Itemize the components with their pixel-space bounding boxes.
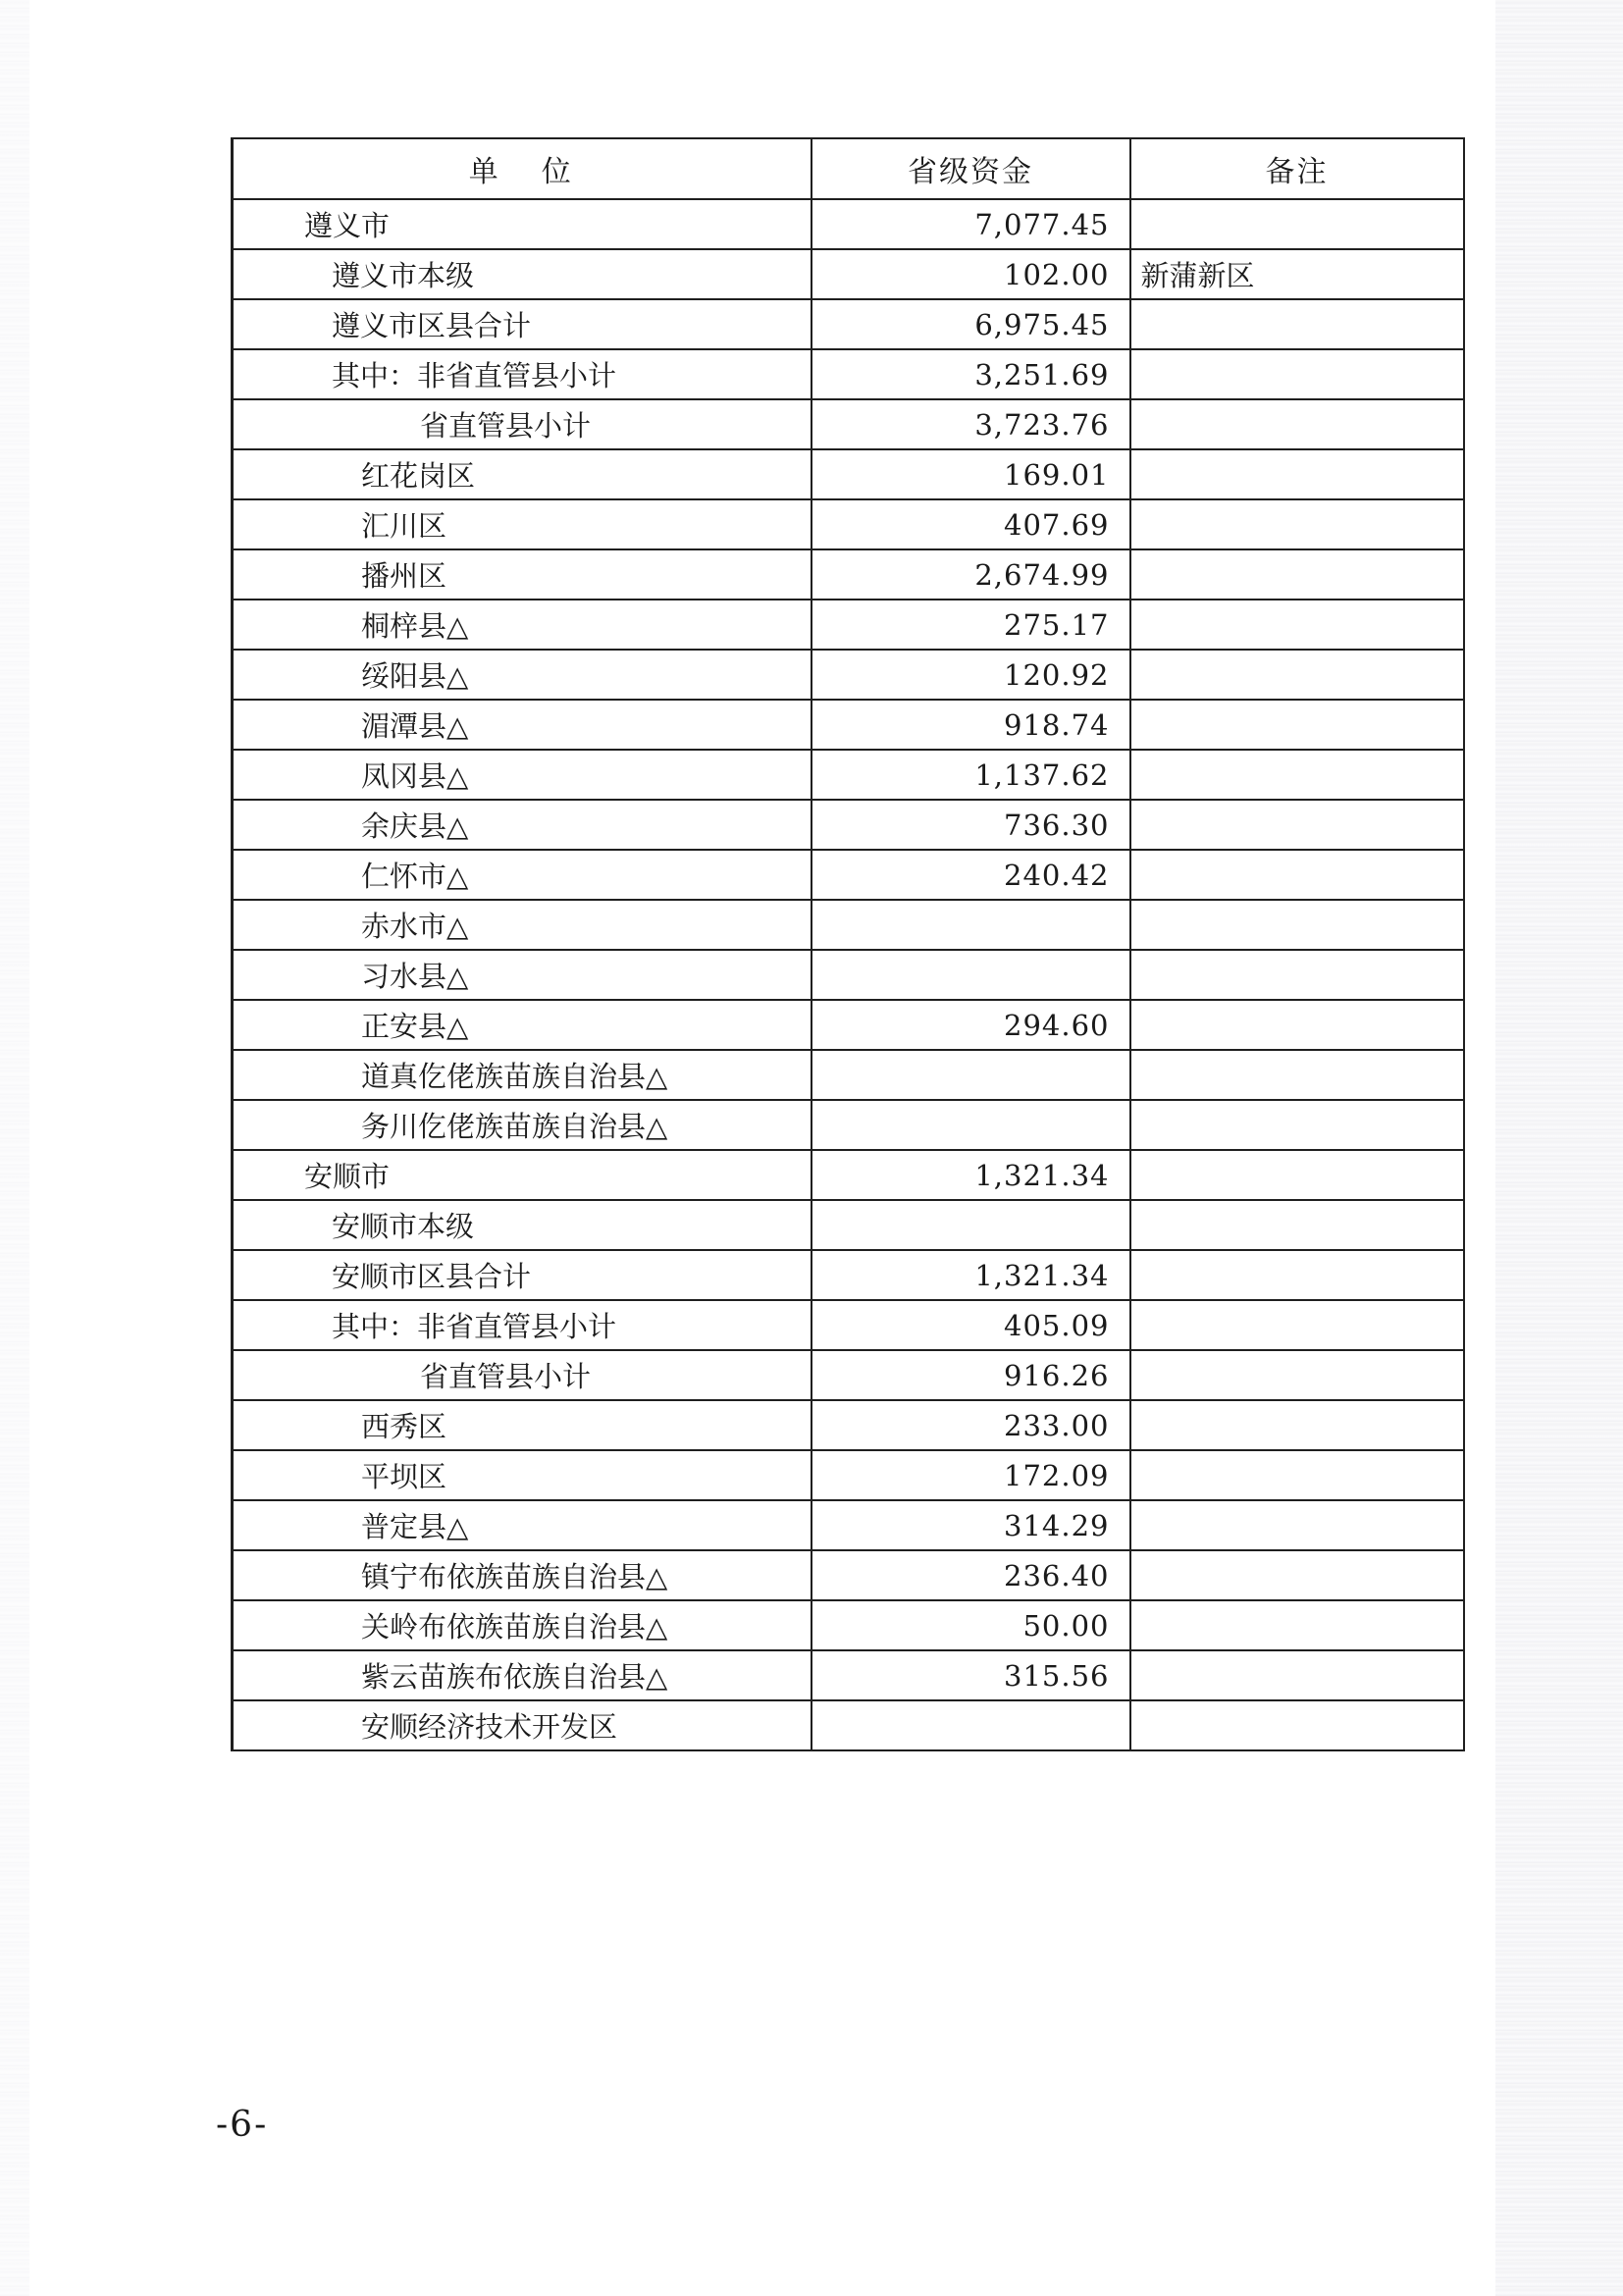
unit-name-cell: 镇宁布依族苗族自治县△ bbox=[233, 1550, 812, 1600]
unit-name-cell: 务川仡佬族苗族自治县△ bbox=[233, 1100, 812, 1150]
unit-name-cell: 绥阳县△ bbox=[233, 650, 812, 700]
note-cell bbox=[1130, 199, 1464, 249]
amount-cell: 918.74 bbox=[812, 700, 1130, 750]
table-row bbox=[233, 449, 1464, 499]
table-row bbox=[233, 1300, 1464, 1350]
unit-name-cell: 其中：非省直管县小计 bbox=[233, 349, 812, 399]
table-row bbox=[233, 1600, 1464, 1650]
table-row bbox=[233, 1100, 1464, 1150]
unit-name-cell: 安顺市本级 bbox=[233, 1200, 812, 1250]
amount-cell: 7,077.45 bbox=[812, 199, 1130, 249]
table-row bbox=[233, 1550, 1464, 1600]
amount-cell: 169.01 bbox=[812, 449, 1130, 499]
note-cell bbox=[1130, 950, 1464, 1000]
unit-name-cell: 安顺市区县合计 bbox=[233, 1250, 812, 1300]
note-cell bbox=[1130, 449, 1464, 499]
note-cell bbox=[1130, 1350, 1464, 1400]
note-cell bbox=[1130, 650, 1464, 700]
note-cell bbox=[1130, 1100, 1464, 1150]
table-row bbox=[233, 349, 1464, 399]
unit-name-cell: 正安县△ bbox=[233, 1000, 812, 1050]
unit-name-cell: 习水县△ bbox=[233, 950, 812, 1000]
table-row bbox=[233, 1200, 1464, 1250]
unit-name-cell: 播州区 bbox=[233, 549, 812, 600]
note-cell bbox=[1130, 1650, 1464, 1700]
table-row bbox=[233, 1150, 1464, 1200]
amount-cell: 2,674.99 bbox=[812, 549, 1130, 600]
amount-cell: 275.17 bbox=[812, 600, 1130, 650]
table-body bbox=[233, 199, 1464, 1750]
unit-name-cell: 普定县△ bbox=[233, 1500, 812, 1550]
note-cell bbox=[1130, 700, 1464, 750]
table-row bbox=[233, 1350, 1464, 1400]
unit-name-cell: 凤冈县△ bbox=[233, 750, 812, 800]
amount-cell bbox=[812, 1050, 1130, 1100]
amount-cell bbox=[812, 1700, 1130, 1750]
note-cell bbox=[1130, 499, 1464, 549]
note-cell bbox=[1130, 1550, 1464, 1600]
scan-edge-right bbox=[1495, 0, 1623, 2296]
unit-name-cell: 紫云苗族布依族自治县△ bbox=[233, 1650, 812, 1700]
unit-name-cell: 道真仡佬族苗族自治县△ bbox=[233, 1050, 812, 1100]
note-cell: 新蒲新区 bbox=[1130, 249, 1464, 299]
amount-cell bbox=[812, 1100, 1130, 1150]
table-row bbox=[233, 850, 1464, 900]
note-cell bbox=[1130, 900, 1464, 950]
note-cell bbox=[1130, 800, 1464, 850]
table-row bbox=[233, 1450, 1464, 1500]
table-row bbox=[233, 700, 1464, 750]
amount-cell: 315.56 bbox=[812, 1650, 1130, 1700]
header-unit: 单位 bbox=[233, 138, 812, 199]
note-cell bbox=[1130, 349, 1464, 399]
table-row bbox=[233, 900, 1464, 950]
unit-name-cell: 汇川区 bbox=[233, 499, 812, 549]
amount-cell: 1,321.34 bbox=[812, 1250, 1130, 1300]
unit-name-cell: 红花岗区 bbox=[233, 449, 812, 499]
header-funds: 省级资金 bbox=[812, 138, 1130, 199]
table-row bbox=[233, 199, 1464, 249]
note-cell bbox=[1130, 549, 1464, 600]
table-row bbox=[233, 800, 1464, 850]
amount-cell: 102.00 bbox=[812, 249, 1130, 299]
note-cell bbox=[1130, 1000, 1464, 1050]
unit-name-cell: 遵义市区县合计 bbox=[233, 299, 812, 349]
note-cell bbox=[1130, 299, 1464, 349]
note-cell bbox=[1130, 600, 1464, 650]
note-cell bbox=[1130, 1150, 1464, 1200]
amount-cell bbox=[812, 950, 1130, 1000]
table-row bbox=[233, 249, 1464, 299]
unit-name-cell: 安顺经济技术开发区 bbox=[233, 1700, 812, 1750]
unit-name-cell: 桐梓县△ bbox=[233, 600, 812, 650]
table-row bbox=[233, 1500, 1464, 1550]
unit-name-cell: 湄潭县△ bbox=[233, 700, 812, 750]
amount-cell: 916.26 bbox=[812, 1350, 1130, 1400]
amount-cell: 314.29 bbox=[812, 1500, 1130, 1550]
unit-name-cell: 省直管县小计 bbox=[233, 1350, 812, 1400]
note-cell bbox=[1130, 1600, 1464, 1650]
unit-name-cell: 仁怀市△ bbox=[233, 850, 812, 900]
amount-cell: 1,321.34 bbox=[812, 1150, 1130, 1200]
unit-name-cell: 西秀区 bbox=[233, 1400, 812, 1450]
unit-name-cell: 平坝区 bbox=[233, 1450, 812, 1500]
amount-cell bbox=[812, 1200, 1130, 1250]
amount-cell: 3,723.76 bbox=[812, 399, 1130, 449]
note-cell bbox=[1130, 1200, 1464, 1250]
table-row bbox=[233, 499, 1464, 549]
amount-cell: 120.92 bbox=[812, 650, 1130, 700]
table-row bbox=[233, 600, 1464, 650]
note-cell bbox=[1130, 1250, 1464, 1300]
amount-cell bbox=[812, 900, 1130, 950]
amount-cell: 294.60 bbox=[812, 1000, 1130, 1050]
amount-cell: 240.42 bbox=[812, 850, 1130, 900]
amount-cell: 1,137.62 bbox=[812, 750, 1130, 800]
note-cell bbox=[1130, 850, 1464, 900]
header-row bbox=[233, 138, 1464, 199]
amount-cell: 50.00 bbox=[812, 1600, 1130, 1650]
note-cell bbox=[1130, 1300, 1464, 1350]
unit-name-cell: 省直管县小计 bbox=[233, 399, 812, 449]
table-header bbox=[233, 138, 1464, 199]
funds-table bbox=[231, 137, 1465, 1751]
note-cell bbox=[1130, 1400, 1464, 1450]
note-cell bbox=[1130, 1700, 1464, 1750]
amount-cell: 407.69 bbox=[812, 499, 1130, 549]
header-note: 备注 bbox=[1130, 138, 1464, 199]
table-row bbox=[233, 750, 1464, 800]
table-row bbox=[233, 299, 1464, 349]
amount-cell: 236.40 bbox=[812, 1550, 1130, 1600]
unit-name-cell: 遵义市本级 bbox=[233, 249, 812, 299]
note-cell bbox=[1130, 1500, 1464, 1550]
unit-name-cell: 关岭布依族苗族自治县△ bbox=[233, 1600, 812, 1650]
note-cell bbox=[1130, 1050, 1464, 1100]
table-row bbox=[233, 1050, 1464, 1100]
amount-cell: 6,975.45 bbox=[812, 299, 1130, 349]
table-row bbox=[233, 1650, 1464, 1700]
table-row bbox=[233, 399, 1464, 449]
amount-cell: 736.30 bbox=[812, 800, 1130, 850]
note-cell bbox=[1130, 750, 1464, 800]
note-cell bbox=[1130, 1450, 1464, 1500]
unit-name-cell: 其中：非省直管县小计 bbox=[233, 1300, 812, 1350]
table-row bbox=[233, 1000, 1464, 1050]
table-row bbox=[233, 950, 1464, 1000]
amount-cell: 405.09 bbox=[812, 1300, 1130, 1350]
table-row bbox=[233, 1700, 1464, 1750]
unit-name-cell: 赤水市△ bbox=[233, 900, 812, 950]
page-number: -6- bbox=[216, 2105, 269, 2145]
table-row bbox=[233, 1400, 1464, 1450]
unit-name-cell: 遵义市 bbox=[233, 199, 812, 249]
amount-cell: 172.09 bbox=[812, 1450, 1130, 1500]
table-row bbox=[233, 549, 1464, 600]
table-row bbox=[233, 650, 1464, 700]
unit-name-cell: 安顺市 bbox=[233, 1150, 812, 1200]
amount-cell: 3,251.69 bbox=[812, 349, 1130, 399]
unit-name-cell: 余庆县△ bbox=[233, 800, 812, 850]
scan-edge-left bbox=[0, 0, 29, 2296]
note-cell bbox=[1130, 399, 1464, 449]
table-row bbox=[233, 1250, 1464, 1300]
amount-cell: 233.00 bbox=[812, 1400, 1130, 1450]
